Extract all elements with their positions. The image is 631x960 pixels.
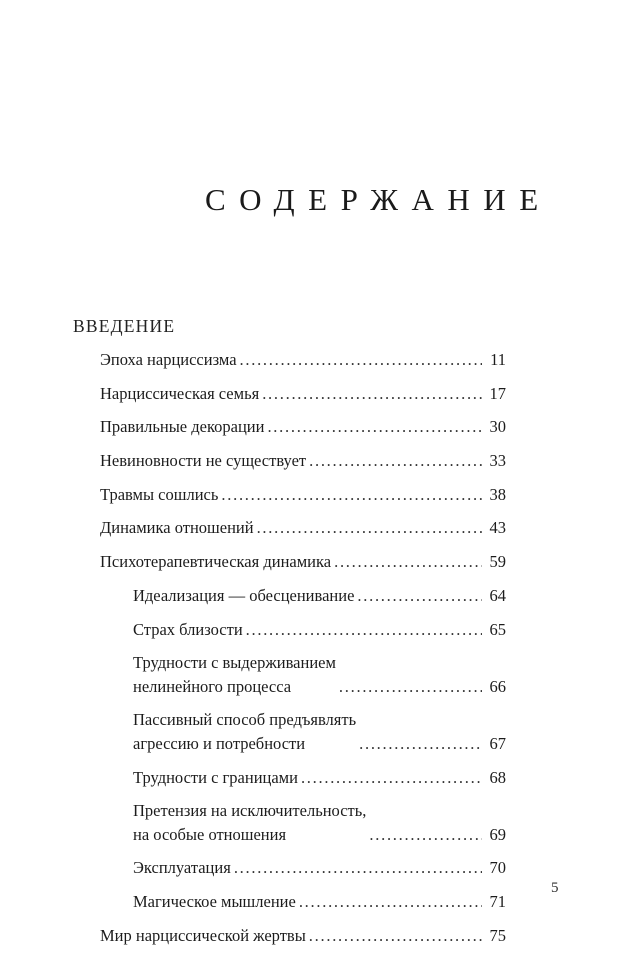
toc-subentry[interactable]: [133, 584, 506, 608]
toc-entry-title-wrap: [100, 415, 482, 439]
toc-entry-title-wrap: [100, 550, 482, 574]
toc-entry-title: [100, 924, 306, 948]
dot-leader: [354, 584, 482, 608]
toc-page-number: 33: [489, 451, 506, 471]
toc-entry-title-wrap: [133, 708, 482, 755]
toc-entry-title-line: Трудности с границами: [133, 767, 298, 787]
toc-entry-title-wrap: [133, 766, 482, 790]
toc-entry-title: [100, 449, 306, 473]
dot-leader: [237, 348, 482, 372]
toc-entry-title: [133, 890, 296, 914]
table-of-contents: [100, 348, 506, 958]
toc-entry-title-line: Нарциссическая семья: [100, 383, 260, 403]
toc-entry-title: [133, 856, 231, 880]
page-title: СОДЕРЖАНИЕ: [205, 182, 552, 217]
dot-leader: [264, 415, 482, 439]
toc-page-number: 30: [489, 417, 506, 437]
toc-entry[interactable]: [100, 348, 506, 372]
toc-entry-title: [133, 766, 298, 790]
toc-entry-title-line: Претензия на исключительность,: [133, 801, 367, 821]
toc-entry[interactable]: [100, 382, 506, 406]
toc-subentry[interactable]: [133, 890, 506, 914]
toc-entry-title-line: Эксплуатация: [133, 858, 231, 878]
toc-subentry[interactable]: [133, 856, 506, 880]
toc-entry-title-wrap: [100, 449, 482, 473]
toc-page-number: 71: [489, 892, 506, 912]
toc-entry-title: [100, 550, 331, 574]
toc-entry-title-wrap: [133, 799, 482, 846]
toc-entry-title: [133, 651, 336, 698]
toc-entry-title: [100, 516, 254, 540]
toc-entry-title: [100, 382, 259, 406]
section-heading: ВВЕДЕНИЕ: [73, 316, 176, 336]
page-number: 5: [551, 880, 559, 896]
toc-entry-title-line: Трудности с выдерживанием: [133, 653, 336, 673]
toc-entry-title: [100, 348, 237, 372]
toc-page-number: 75: [489, 925, 506, 945]
toc-entry-title-line: Страх близости: [133, 619, 243, 639]
toc-entry-title-line: Идеализация — обесценивание: [133, 585, 355, 605]
toc-entry-title: [100, 415, 264, 439]
toc-entry[interactable]: [100, 550, 506, 574]
dot-leader: [331, 550, 482, 574]
toc-page-number: 69: [489, 824, 506, 844]
toc-page-number: 70: [489, 858, 506, 878]
toc-entry[interactable]: [100, 415, 506, 439]
dot-leader: [356, 732, 482, 756]
dot-leader: [254, 516, 482, 540]
dot-leader: [218, 483, 482, 507]
toc-subentry[interactable]: [133, 766, 506, 790]
toc-page-number: 38: [489, 484, 506, 504]
dot-leader: [243, 618, 482, 642]
toc-page-number: 11: [490, 350, 506, 369]
dot-leader: [336, 675, 482, 699]
toc-entry-title-line: Пассивный способ предъявлять: [133, 710, 357, 730]
dot-leader: [298, 766, 482, 790]
toc-page-number: 65: [489, 619, 506, 639]
toc-entry-title: [133, 799, 366, 846]
toc-entry-title: [100, 483, 218, 507]
toc-entry-title-wrap: [100, 516, 482, 540]
toc-entry-title-line: Правильные декорации: [100, 417, 265, 437]
toc-page-number: 64: [489, 585, 506, 605]
dot-leader: [259, 382, 482, 406]
dot-leader: [296, 890, 482, 914]
toc-entry[interactable]: [100, 483, 506, 507]
toc-entry-title-wrap: [133, 890, 482, 914]
toc-page-number: 43: [489, 518, 506, 538]
dot-leader: [231, 856, 482, 880]
dot-leader: [306, 449, 482, 473]
toc-entry-title-wrap: [100, 483, 482, 507]
toc-page-number: 67: [489, 733, 506, 753]
toc-subentry[interactable]: [133, 708, 506, 755]
toc-entry[interactable]: [100, 516, 506, 540]
toc-subentry[interactable]: [133, 799, 506, 846]
dot-leader: [366, 823, 482, 847]
toc-page-number: 66: [489, 676, 506, 696]
toc-entry-title-line: агрессию и потребности: [133, 733, 306, 753]
toc-entry-title-wrap: [100, 382, 482, 406]
toc-entry-title: [133, 584, 354, 608]
toc-entry-title-line: Магическое мышление: [133, 892, 296, 912]
toc-entry-title-wrap: [100, 924, 482, 948]
toc-entry-title-wrap: [100, 348, 482, 372]
toc-page-number: 59: [489, 552, 506, 572]
toc-entry-title: [133, 708, 356, 755]
toc-entry-title-line: Эпоха нарциссизма: [100, 350, 237, 369]
toc-entry[interactable]: [100, 924, 506, 948]
toc-subentry[interactable]: [133, 651, 506, 698]
toc-entry[interactable]: [100, 449, 506, 473]
toc-entry-title-line: Мир нарциссической жертвы: [100, 925, 306, 945]
toc-entry-title-wrap: [133, 618, 482, 642]
toc-page-number: 68: [489, 767, 506, 787]
toc-entry-title-line: нелинейного процесса: [133, 676, 292, 696]
toc-subentry[interactable]: [133, 618, 506, 642]
toc-page-number: 17: [489, 383, 506, 403]
toc-entry-title-line: на особые отношения: [133, 824, 287, 844]
toc-entry-title-wrap: [133, 651, 482, 698]
toc-entry-title-wrap: [133, 856, 482, 880]
toc-entry-title-line: Травмы сошлись: [100, 484, 219, 504]
toc-entry-title-line: Динамика отношений: [100, 518, 254, 538]
toc-entry-title-wrap: [133, 584, 482, 608]
toc-entry-title-line: Невиновности не существует: [100, 451, 307, 471]
toc-entry-title: [133, 618, 243, 642]
dot-leader: [306, 924, 482, 948]
toc-entry-title-line: Психотерапевтическая динамика: [100, 552, 332, 572]
